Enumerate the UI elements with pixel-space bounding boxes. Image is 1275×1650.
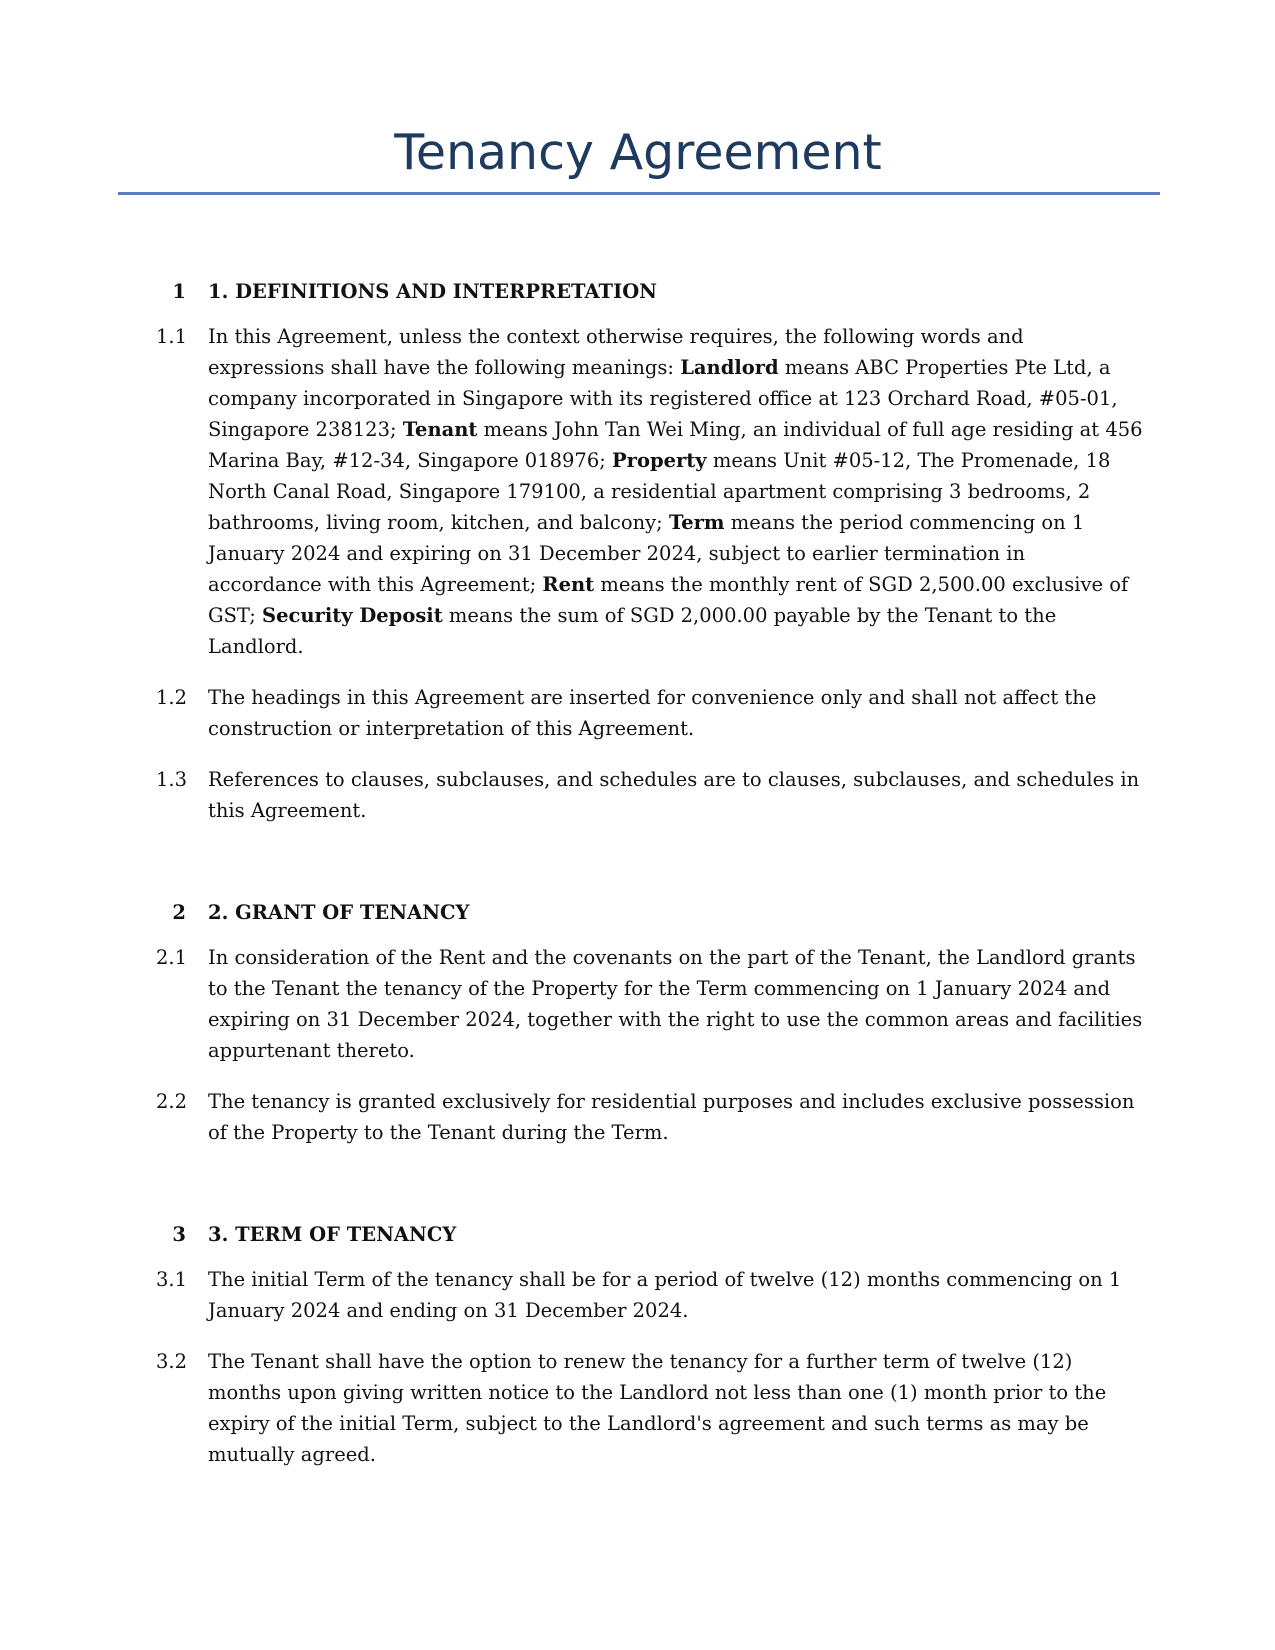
clause-text-segment: means the period commencing on 1 January 2024 and expiring on 31 December 2024, subject to earlier termination in accordance with this Agreement; [208, 511, 1085, 596]
section-3 [0, 1218, 1275, 1470]
clause-text-segment: means John Tan Wei Ming, an individual of full age residing at 456 Marina Bay, #12-34, Singapore 018976; [208, 418, 1143, 472]
section-number: 2 [172, 901, 186, 924]
clause-text [208, 1086, 1143, 1148]
defined-term: Rent [542, 573, 595, 596]
section-number: 3 [172, 1223, 186, 1246]
clause-number: 2.1 [155, 946, 187, 969]
section-title: 2. GRANT OF TENANCY [208, 901, 470, 924]
clause-text [208, 1264, 1143, 1326]
clause-text-segment: The initial Term of the tenancy shall be for a period of twelve (12) months commencing on 1 January 2024 and ending on 31 December 2024. [208, 1268, 1122, 1322]
clause-number: 3.2 [155, 1350, 187, 1373]
clause-text-segment: means Unit #05-12, The Promenade, 18 North Canal Road, Singapore 179100, a residential apartment comprising 3 bedrooms, 2 bathrooms, living room, kitchen, and balcony; [208, 449, 1111, 534]
clause-number: 1.3 [155, 768, 187, 791]
defined-term: Tenant [402, 418, 478, 441]
clause-2-1 [0, 942, 1275, 1066]
clause-number: 1.1 [155, 325, 187, 348]
section-1 [0, 275, 1275, 826]
clause-text-segment: In this Agreement, unless the context otherwise requires, the following words and expressions shall have the following meanings: [208, 325, 1024, 379]
clause-text-segment: means the sum of SGD 2,000.00 payable by the Tenant to the Landlord. [208, 604, 1057, 658]
section-title: 1. DEFINITIONS AND INTERPRETATION [208, 280, 658, 303]
clause-text [208, 1346, 1143, 1470]
document-title: Tenancy Agreement [394, 124, 882, 181]
clause-1-1 [0, 321, 1275, 662]
section-spacer [0, 1168, 1275, 1218]
clause-text-segment: References to clauses, subclauses, and schedules are to clauses, subclauses, and schedules in this Agreement. [208, 768, 1140, 822]
clause-text-segment: In consideration of the Rent and the covenants on the part of the Tenant, the Landlord grants to the Tenant the tenancy of the Property for the Term commencing on 1 January 2024 and expiring on 31 December 2024, together with the right to use the common areas and facilities appurtenant thereto. [208, 946, 1143, 1062]
clause-text [208, 682, 1143, 744]
clause-text-segment: means the monthly rent of SGD 2,500.00 exclusive of GST; [208, 573, 1129, 627]
defined-term: Property [612, 449, 707, 472]
defined-term: Landlord [680, 356, 779, 379]
clause-text-segment: The headings in this Agreement are inserted for convenience only and shall not affect the construction or interpretation of this Agreement. [208, 686, 1097, 740]
section-heading [0, 275, 1275, 309]
clause-1-2 [0, 682, 1275, 744]
section-title: 3. TERM OF TENANCY [208, 1223, 457, 1246]
section-heading [0, 896, 1275, 930]
clause-1-3 [0, 764, 1275, 826]
title-underline [118, 192, 1160, 195]
clause-text [208, 942, 1143, 1066]
clause-2-2 [0, 1086, 1275, 1148]
clause-number: 3.1 [155, 1268, 187, 1291]
defined-term: Security Deposit [262, 604, 443, 627]
clause-text-segment: means ABC Properties Pte Ltd, a company incorporated in Singapore with its registered office at 123 Orchard Road, #05-01, Singapore 238123; [208, 356, 1118, 441]
clause-3-1 [0, 1264, 1275, 1326]
clause-text-segment: The Tenant shall have the option to renew the tenancy for a further term of twelve (12) months upon giving written notice to the Landlord not less than one (1) month prior to the expiry of the initial Term, subject to the Landlord's agreement and such terms as may be mutually agreed. [208, 1350, 1107, 1466]
document-body [0, 275, 1275, 1490]
clause-text [208, 321, 1143, 662]
section-heading [0, 1218, 1275, 1252]
clause-3-2 [0, 1346, 1275, 1470]
clause-text [208, 764, 1143, 826]
clause-number: 1.2 [155, 686, 187, 709]
clause-number: 2.2 [155, 1090, 187, 1113]
clause-text-segment: The tenancy is granted exclusively for residential purposes and includes exclusive possession of the Property to the Tenant during the Term. [208, 1090, 1135, 1144]
section-2 [0, 896, 1275, 1148]
defined-term: Term [668, 511, 725, 534]
section-number: 1 [172, 280, 186, 303]
section-spacer [0, 846, 1275, 896]
